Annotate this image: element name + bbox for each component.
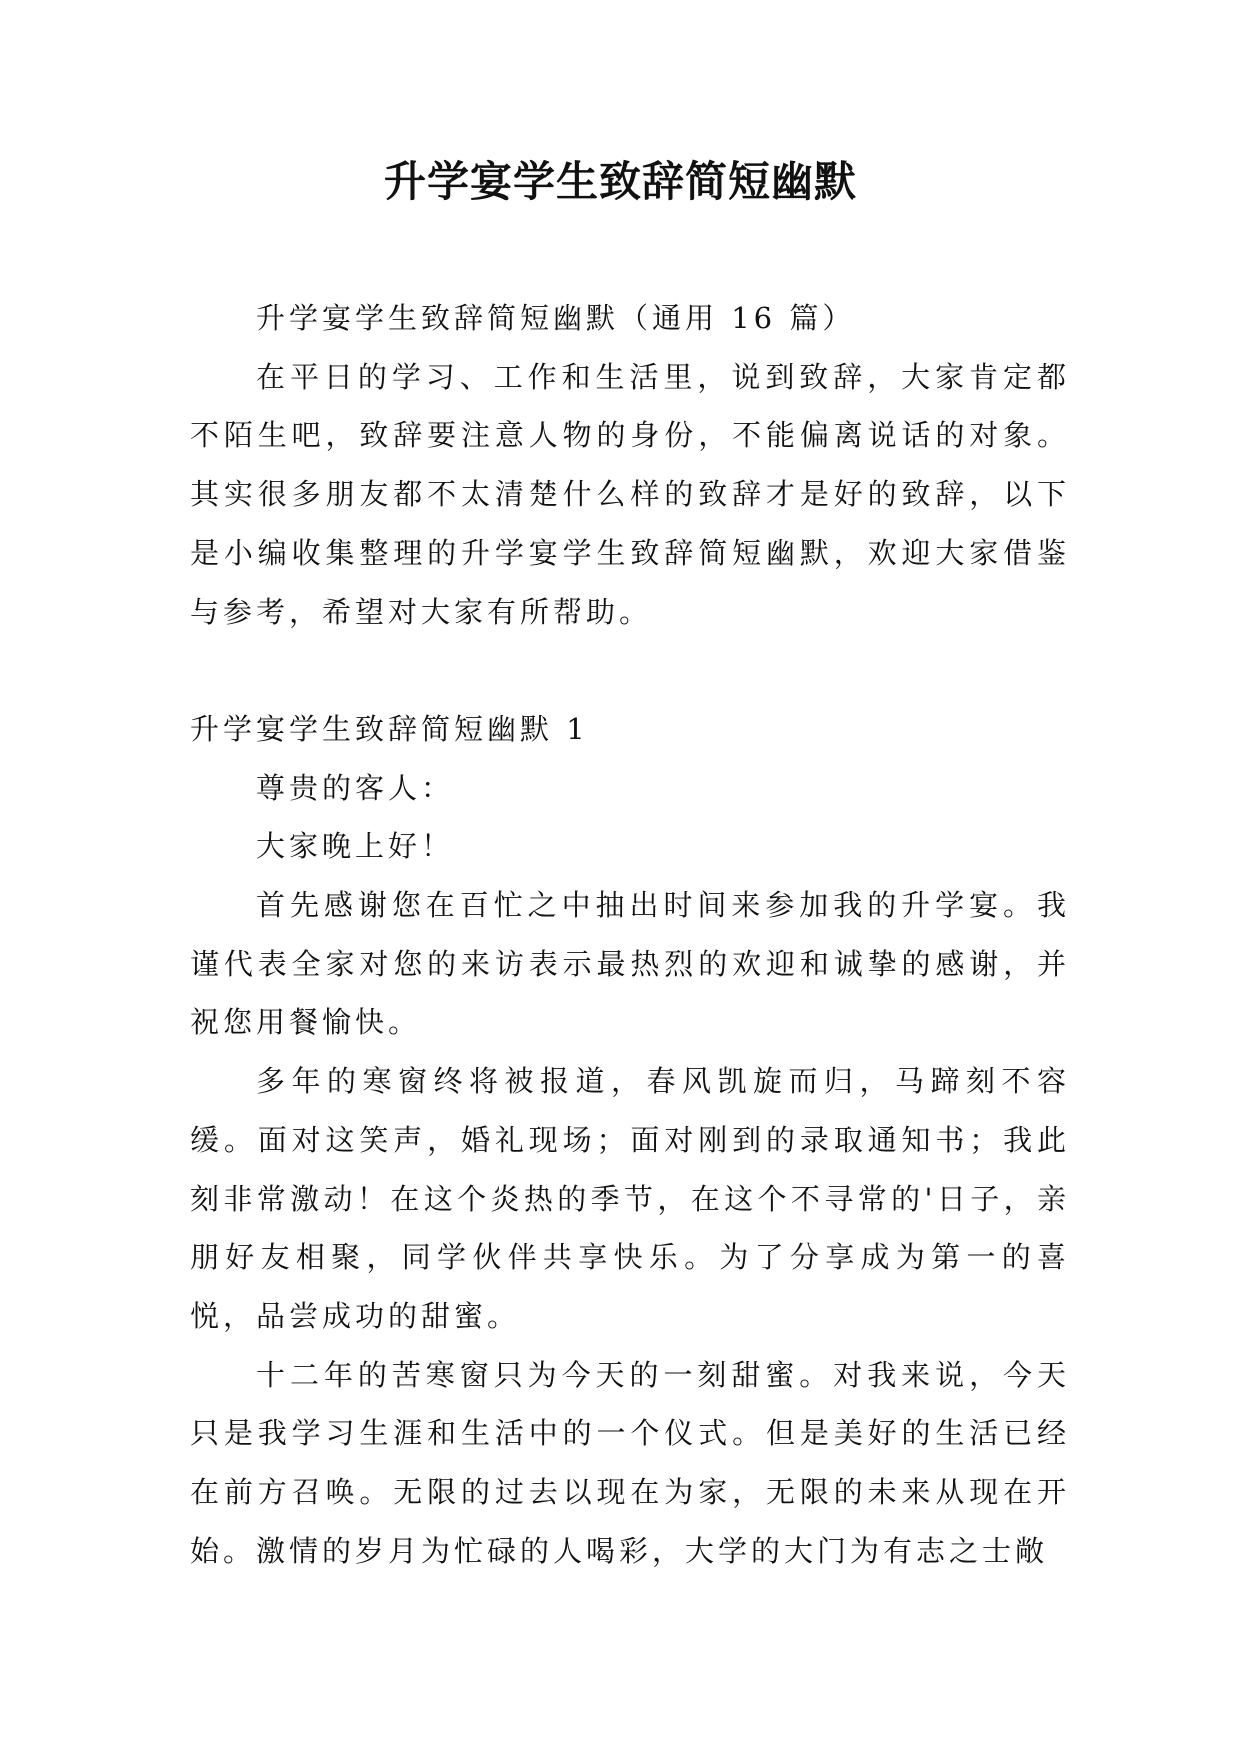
- speech-paragraph: 十二年的苦寒窗只为今天的一刻甜蜜。对我来说，今天只是我学习生涯和生活中的一个仪式。但是美好的生活已经在前方召唤。无限的过去以现在为家，无限的未来从现在开始。激情的岁月为忙碌的人喝彩，大学的大门为有志之士敞: [190, 1357, 1070, 1568]
- speech-salutation: 大家晚上好！: [256, 829, 455, 864]
- section-spacer: [190, 641, 1070, 700]
- speech-paragraph: 首先感谢您在百忙之中抽出时间来参加我的升学宴。我谨代表全家对您的来访表示最热烈的欢迎和诚挚的感谢，并祝您用餐愉快。: [190, 888, 1070, 1040]
- speech-paragraph: 多年的寒窗终将被报道，春风凯旋而归，马蹄刻不容缓。面对这笑声，婚礼现场；面对刚到的录取通知书；我此刻非常激动！在这个炎热的季节，在这个不寻常的'日子，亲朋好友相聚，同学伙伴共享快乐。为了分享成为第一的喜悦，品尝成功的甜蜜。: [190, 1064, 1070, 1333]
- speech-greeting: 尊贵的客人：: [256, 770, 455, 805]
- document-body: [190, 289, 1070, 1580]
- intro-paragraph: 在平日的学习、工作和生活里，说到致辞，大家肯定都不陌生吧，致辞要注意人物的身份，不能偏离说话的对象。其实很多朋友都不太清楚什么样的致辞才是好的致辞，以下是小编收集整理的升学宴学生致辞简短幽默，欢迎大家借鉴与参考，希望对大家有所帮助。: [190, 359, 1070, 629]
- document-title: 升学宴学生致辞简短幽默: [383, 157, 857, 206]
- section-heading: 升学宴学生致辞简短幽默 1: [190, 711, 589, 746]
- intro-subtitle: 升学宴学生致辞简短幽默（通用 16 篇）: [256, 301, 856, 335]
